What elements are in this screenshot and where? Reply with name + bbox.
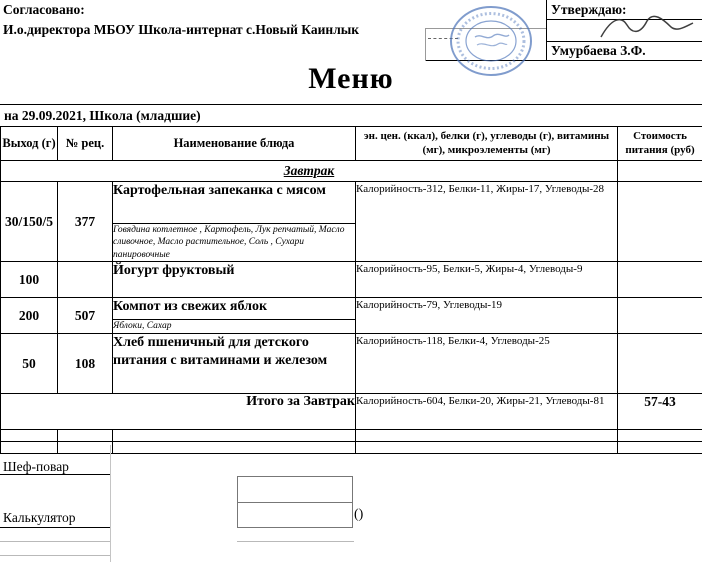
- header-recipe-no: № рец.: [58, 127, 113, 161]
- nutrition-cell: Калорийность-79, Углеводы-19: [356, 298, 618, 334]
- nutrition-cell: Калорийность-95, Белки-5, Жиры-4, Углеводы-9: [356, 262, 618, 298]
- dish-name-cell: Хлеб пшеничный для детского питания с витаминами и железом: [113, 334, 356, 394]
- recipe-cell: 507: [58, 298, 113, 334]
- total-label-cell: Итого за Завтрак: [1, 394, 356, 430]
- paren-mark: (): [354, 507, 364, 522]
- total-nutrition-cell: Калорийность-604, Белки-20, Жиры-21, Углеводы-81: [356, 394, 618, 430]
- recipe-cell: 108: [58, 334, 113, 394]
- header-cost: Стоимость питания (руб): [618, 127, 702, 161]
- calculator-label: Калькулятор: [3, 510, 76, 525]
- empty-row: [1, 442, 702, 454]
- signature-box-divider: [237, 502, 353, 503]
- agree-title: И.о.директора МБОУ Школа-интернат с.Новый Каинлык: [3, 22, 360, 37]
- portion-cell: 30/150/5: [1, 182, 58, 262]
- menu-table: [0, 126, 702, 454]
- total-row: [1, 394, 702, 430]
- approve-name: Умурбаева З.Ф.: [551, 43, 646, 58]
- recipe-cell: [58, 262, 113, 298]
- breakfast-section-label: Завтрак: [1, 161, 618, 182]
- nutrition-cell: Калорийность-312, Белки-11, Жиры-17, Углеводы-28: [356, 182, 618, 262]
- portion-cell: 50: [1, 334, 58, 394]
- dish-row: [1, 298, 702, 320]
- ingredients-cell: Яблоки, Сахар: [113, 320, 356, 334]
- cost-cell: [618, 182, 702, 262]
- gridline: [0, 541, 111, 542]
- portion-cell: 200: [1, 298, 58, 334]
- dish-name-cell: Йогурт фруктовый: [113, 262, 356, 298]
- header-nutrition: эн. цен. (ккал), белки (г), углеводы (г), витамины (мг), микроэлементы (мг): [356, 127, 618, 161]
- ingredients-cell: Говядина котлетное , Картофель, Лук репчатый, Масло сливочное, Масло растительное, Соль , Сухари панировочные: [113, 224, 356, 262]
- agree-label: Согласовано:: [3, 2, 85, 17]
- calculator-signature-line: [0, 527, 111, 528]
- chef-label: Шеф-повар: [3, 459, 69, 474]
- header-dish-name: Наименование блюда: [113, 127, 356, 161]
- nutrition-cell: Калорийность-118, Белки-4, Углеводы-25: [356, 334, 618, 394]
- gridline: [110, 445, 111, 562]
- empty-row: [1, 430, 702, 442]
- header-exit: Выход (г): [1, 127, 58, 161]
- menu-date-subtitle: на 29.09.2021, Школа (младшие): [0, 104, 702, 126]
- header-row: [1, 127, 702, 161]
- gridline: [0, 555, 111, 556]
- gridline: [237, 541, 354, 542]
- cost-cell: [618, 298, 702, 334]
- recipe-cell: 377: [58, 182, 113, 262]
- dish-row: [1, 262, 702, 298]
- portion-cell: 100: [1, 262, 58, 298]
- chef-signature-line: [0, 474, 111, 475]
- signature-icon: [597, 13, 697, 48]
- dish-row: [1, 334, 702, 394]
- cost-cell: [618, 334, 702, 394]
- dish-name-cell: Картофельная запеканка с мясом: [113, 182, 356, 224]
- cost-cell: [618, 262, 702, 298]
- page-title: Меню: [308, 62, 394, 95]
- approval-divider: [546, 0, 547, 61]
- dish-row: [1, 182, 702, 224]
- approve-label: Утверждаю:: [551, 2, 627, 17]
- section-row: [1, 161, 702, 182]
- total-cost-cell: 57-43: [618, 394, 702, 430]
- section-cost-cell: [618, 161, 702, 182]
- dish-name-cell: Компот из свежих яблок: [113, 298, 356, 320]
